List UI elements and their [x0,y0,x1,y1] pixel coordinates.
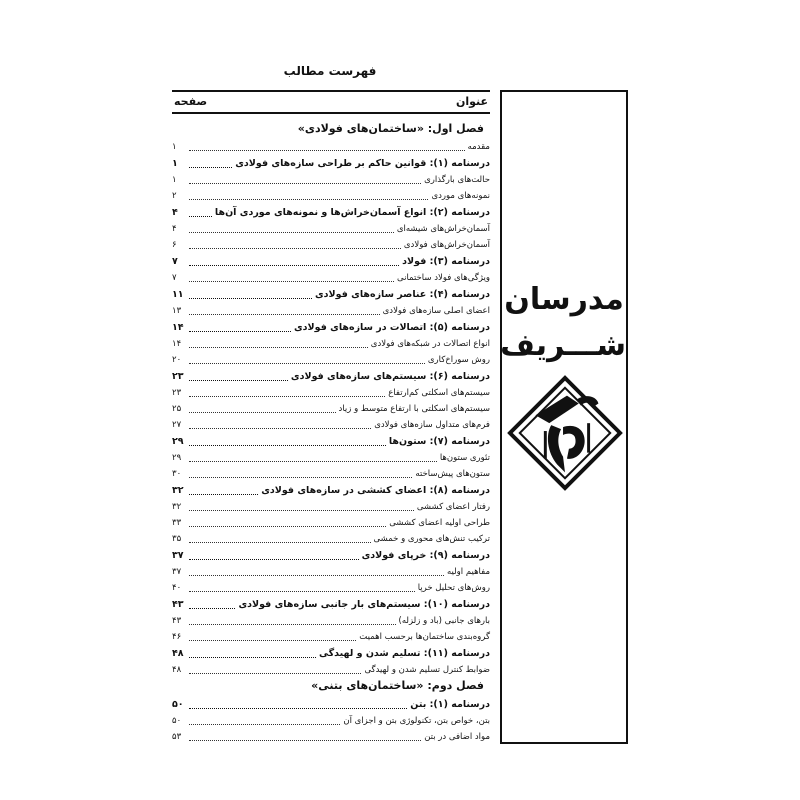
brand-sidebar [500,90,628,744]
dot-leader [189,559,359,560]
toc-entry-title: گروه‌بندی ساختمان‌ها برحسب اهمیت [359,632,490,642]
toc-entry-title: حالت‌های بارگذاری [424,175,490,185]
toc-entry[interactable] [172,449,490,465]
toc-entry[interactable] [172,384,490,400]
toc-entry-page: ۷ [172,273,177,283]
toc-entry-title: درسنامه (۱): بتن [410,699,490,710]
toc-entry[interactable] [172,236,490,252]
toc-entry-title: طراحی اولیه اعضای کششی [389,518,490,528]
toc-lesson-entry[interactable] [172,154,490,171]
toc-entry[interactable] [172,563,490,579]
toc-entry-page: ۲۰ [172,355,182,365]
toc-entry-page: ۴ [172,224,177,234]
dot-leader [189,265,399,266]
dot-leader [189,412,336,413]
dot-leader [189,494,258,495]
toc-entry-title: درسنامه (۷): ستون‌ها [388,436,490,447]
toc-entry-title: بتن، خواص بتن، تکنولوژی بتن و اجزای آن [343,716,490,726]
brand-logo [506,374,624,492]
chapter-heading: فصل اول: «ساختمان‌های فولادی» [297,122,484,135]
toc-entry-page: ۲۳ [172,388,182,398]
toc-entry-page: ۳۷ [172,567,182,577]
toc-entry-title: نمونه‌های موردی [431,191,490,201]
toc-entry-page: ۱۴ [172,322,184,333]
toc-entry-page: ۴۸ [172,648,184,659]
brand-name-line-2: شـــريف [500,328,626,363]
toc-entry[interactable] [172,269,490,285]
toc-entry-title: مفاهیم اولیه [446,567,490,577]
toc-lesson-entry[interactable] [172,432,490,449]
toc-entry-page: ۱۳ [172,306,182,316]
toc-entry-page: ۲۹ [172,453,182,463]
toc-entry-page: ۵۰ [172,699,184,710]
toc-entry-page: ۲۳ [172,371,184,382]
toc-entry-page: ۴۶ [172,632,182,642]
toc-entry-title: درسنامه (۴): عناصر سازه‌های فولادی [314,289,490,300]
toc-lesson-entry[interactable] [172,285,490,302]
dot-leader [189,248,401,249]
dot-leader [189,477,412,478]
toc-entry-page: ۵۳ [172,732,182,742]
toc-entry[interactable] [172,661,490,677]
dot-leader [189,199,428,200]
toc-entry[interactable] [172,579,490,595]
toc-entry-title: ضوابط کنترل تسلیم شدن و لهیدگی [364,665,490,675]
dot-leader [189,428,371,429]
chapter-heading: فصل دوم: «ساختمان‌های بتنی» [311,679,484,692]
dot-leader [189,347,368,348]
toc-entry-title: مقدمه [467,142,490,152]
toc-entry-title: سیستم‌های اسکلتی با ارتفاع متوسط و زیاد [338,404,490,414]
toc-entry-title: انواع اتصالات در شبکه‌های فولادی [370,339,490,349]
dot-leader [189,167,232,168]
toc-entry[interactable] [172,416,490,432]
toc-entry-page: ۱۱ [172,289,184,300]
dot-leader [189,150,465,151]
toc-entry-page: ۱ [172,158,178,169]
dot-leader [189,232,394,233]
toc-entry-title: فرم‌های متداول سازه‌های فولادی [374,420,490,430]
toc-entry[interactable] [172,220,490,236]
toc-entry-page: ۳۳ [172,518,182,528]
table-of-contents [172,120,490,744]
toc-entry-title: ستون‌های پیش‌ساخته [415,469,490,479]
toc-lesson-entry[interactable] [172,595,490,612]
toc-entry-page: ۱ [172,175,177,185]
toc-entry-title: درسنامه (۲): انواع آسمان‌خراش‌ها و نمونه‌های موردی آن‌ها [214,207,490,218]
toc-entry-page: ۴۸ [172,665,182,675]
dot-leader [189,216,212,217]
toc-entry-page: ۷ [172,256,178,267]
toc-entry-title: درسنامه (۱۰): سیستم‌های بار جانبی سازه‌های فولادی [238,599,490,610]
toc-lesson-entry[interactable] [172,695,490,712]
toc-lesson-entry[interactable] [172,481,490,498]
toc-entry-title: مواد اضافی در بتن [424,732,490,742]
toc-entry-title: سیستم‌های اسکلتی کم‌ارتفاع [388,388,490,398]
dot-leader [189,640,356,641]
toc-entry-page: ۳۵ [172,534,182,544]
dot-leader [189,542,371,543]
toc-entry-page: ۶ [172,240,177,250]
toc-lesson-entry[interactable] [172,203,490,220]
toc-entry-page: ۳۷ [172,550,184,561]
dot-leader [189,281,394,282]
toc-entry-page: ۳۰ [172,469,182,479]
page-column-header: صفحه [174,95,208,108]
toc-entry[interactable] [172,465,490,481]
toc-entry[interactable] [172,138,490,154]
toc-entry-title: آسمان‌خراش‌های فولادی [403,240,490,250]
dot-leader [189,183,421,184]
toc-lesson-entry[interactable] [172,367,490,384]
title-column-header: عنوان [455,95,488,108]
dot-leader [189,445,386,446]
toc-entry[interactable] [172,628,490,644]
toc-entry-page: ۳۲ [172,502,182,512]
dot-leader [189,314,380,315]
dot-leader [189,510,414,511]
dot-leader [189,575,444,576]
toc-entry-title: رفتار اعضای کششی [416,502,490,512]
toc-lesson-entry[interactable] [172,644,490,661]
toc-entry-page: ۱۴ [172,339,182,349]
dot-leader [189,608,235,609]
toc-entry[interactable] [172,302,490,318]
toc-lesson-entry[interactable] [172,318,490,335]
toc-header-row [172,90,490,114]
toc-entry-page: ۳۲ [172,485,184,496]
toc-entry-title: روش سوراخ‌کاری [427,355,490,365]
toc-entry-title: بارهای جانبی (باد و زلزله) [398,616,490,626]
toc-entry-page: ۴۳ [172,599,184,610]
toc-entry[interactable] [172,171,490,187]
toc-entry[interactable] [172,335,490,351]
dot-leader [189,740,421,741]
toc-entry-title: درسنامه (۵): اتصالات در سازه‌های فولادی [293,322,490,333]
toc-entry-title: درسنامه (۳): فولاد [402,256,490,267]
dot-leader [189,380,288,381]
toc-entry-title: درسنامه (۶): سیستم‌های سازه‌های فولادی [290,371,490,382]
toc-entry-title: ترکیب تنش‌های محوری و خمشی [373,534,490,544]
page-title: فهرست مطالب [283,64,377,78]
dot-leader [189,657,316,658]
toc-entry[interactable] [172,612,490,628]
dot-leader [189,624,396,625]
toc-lesson-entry[interactable] [172,252,490,269]
toc-lesson-entry[interactable] [172,546,490,563]
brand-name-line-1: مدرسان [504,282,624,317]
dot-leader [189,298,312,299]
toc-entry-title: درسنامه (۱۱): تسلیم شدن و لهیدگی [318,648,490,659]
toc-entry[interactable] [172,498,490,514]
toc-entry-page: ۴ [172,207,178,218]
toc-entry[interactable] [172,400,490,416]
toc-entry-title: درسنامه (۹): خرپای فولادی [361,550,490,561]
toc-entry[interactable] [172,514,490,530]
dot-leader [189,331,291,332]
dot-leader [189,396,385,397]
dot-leader [189,591,415,592]
toc-entry-page: ۱ [172,142,177,152]
dot-leader [189,363,425,364]
toc-entry-title: روش‌های تحلیل خرپا [417,583,490,593]
toc-entry[interactable] [172,728,490,744]
toc-entry[interactable] [172,187,490,203]
toc-entry-title: درسنامه (۸): اعضای کششی در سازه‌های فولادی [261,485,490,496]
toc-entry-page: ۲۹ [172,436,184,447]
toc-entry-title: درسنامه (۱): قوانین حاکم بر طراحی سازه‌های فولادی [235,158,490,169]
toc-entry-page: ۲۷ [172,420,182,430]
toc-entry-page: ۴۳ [172,616,182,626]
toc-entry-page: ۲ [172,191,177,201]
toc-entry-title: اعضای اصلی سازه‌های فولادی [382,306,490,316]
dot-leader [189,708,407,709]
dot-leader [189,461,437,462]
dot-leader [189,673,361,674]
toc-entry-page: ۵۰ [172,716,182,726]
toc-entry-title: تئوری ستون‌ها [439,453,490,463]
dot-leader [189,526,386,527]
toc-entry-title: آسمان‌خراش‌های شیشه‌ای [396,224,490,234]
toc-entry-page: ۴۰ [172,583,182,593]
toc-entry[interactable] [172,530,490,546]
toc-entry-title: ویژگی‌های فولاد ساختمانی [397,273,490,283]
toc-entry[interactable] [172,712,490,728]
dot-leader [189,724,340,725]
toc-entry[interactable] [172,351,490,367]
toc-entry-page: ۲۵ [172,404,182,414]
